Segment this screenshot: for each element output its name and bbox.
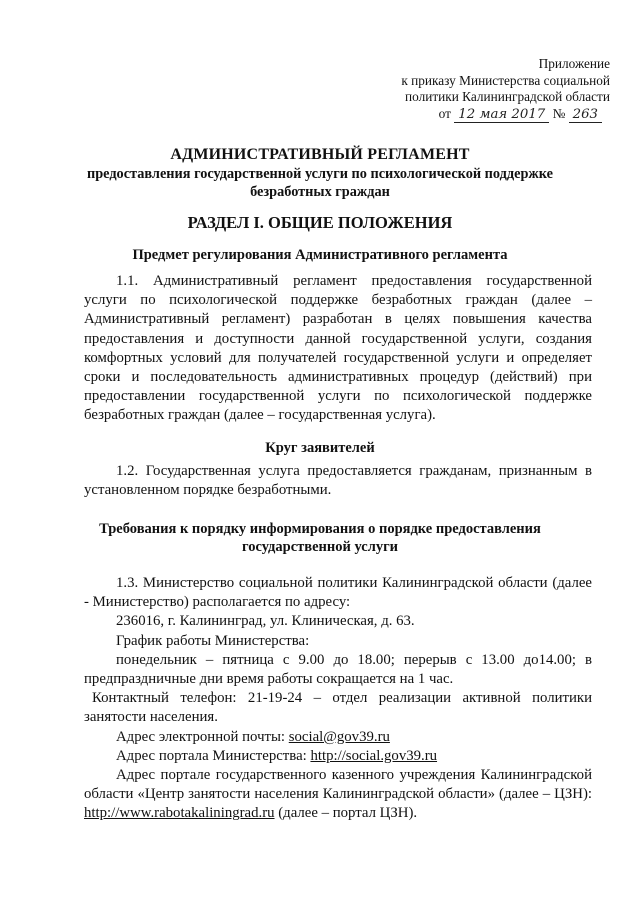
czn-suffix: (далее – портал ЦЗН). (278, 805, 418, 822)
number-prefix: № (552, 105, 566, 121)
heading-subject: Предмет регулирования Административного регламента (132, 247, 508, 263)
handwritten-date: 12 мая 2017 (454, 108, 549, 123)
czn-text: Адрес портале государственного казенного учреждения Калининградской области «Центр занятости населения Калининградской области» (далее – ЦЗН): (84, 767, 592, 803)
handwritten-number: 263 (569, 108, 602, 123)
czn-line (84, 766, 592, 824)
contact-phone: Контактный телефон: 21-19-24 – отдел реализации активной политики занятости населения. (84, 690, 592, 726)
email-label: Адрес электронной почты: (116, 728, 286, 745)
annex-line-3: политики Калининградской области (405, 89, 610, 104)
schedule-label: График работы Министерства: (116, 632, 310, 649)
date-prefix: от (438, 105, 451, 121)
czn-link[interactable]: http://www.rabotakaliningrad.ru (84, 805, 275, 822)
portal-line (84, 747, 592, 766)
heading-applicants: Круг заявителей (265, 440, 375, 456)
paragraph-1-1: 1.1. Административный регламент предоставления государственной услуги по психологической поддержке безработных граждан (далее – Административный регламент) разработан в целях повышения качества предоставления и доступности данной государственной услуги, создания комфортных условий для получателей государственной услуги и определяет сроки и последовательность административных процедур (действий) при предоставлении государственной услуги по психологической поддержке безработных граждан (далее – государственная услуга). (84, 273, 592, 424)
portal-link[interactable]: http://social.gov39.ru (310, 747, 438, 764)
document-title: АДМИНИСТРАТИВНЫЙ РЕГЛАМЕНТ (170, 146, 470, 163)
heading-informing: Требования к порядку информирования о порядке предоставления государственной услуги (99, 521, 541, 555)
paragraph-1-3 (84, 574, 592, 824)
paragraph-1-2: 1.2. Государственная услуга предоставляется гражданам, признанным в установленном порядке безработными. (84, 463, 592, 499)
email-link[interactable]: social@gov39.ru (288, 728, 390, 745)
annex-line-1: Приложение (538, 56, 610, 71)
annex-line-2: к приказу Министерства социальной (401, 72, 610, 88)
section-title: РАЗДЕЛ I. ОБЩИЕ ПОЛОЖЕНИЯ (187, 213, 453, 232)
ministry-address: 236016, г. Калининград, ул. Клиническая, д. 63. (116, 613, 415, 630)
annex-block (360, 56, 610, 123)
annex-date-line (360, 106, 610, 123)
portal-label: Адрес портала Министерства: (116, 747, 307, 764)
email-line (84, 728, 592, 747)
document-subtitle: предоставления государственной услуги по психологической поддержке безработных граждан (86, 166, 554, 200)
para-1-3-intro: 1.3. Министерство социальной политики Калининградской области (далее - Министерство) располагается по адресу: (84, 575, 592, 611)
schedule-text: понедельник – пятница с 9.00 до 18.00; перерыв с 13.00 до14.00; в предпраздничные дни время работы сокращается на 1 час. (84, 651, 592, 688)
